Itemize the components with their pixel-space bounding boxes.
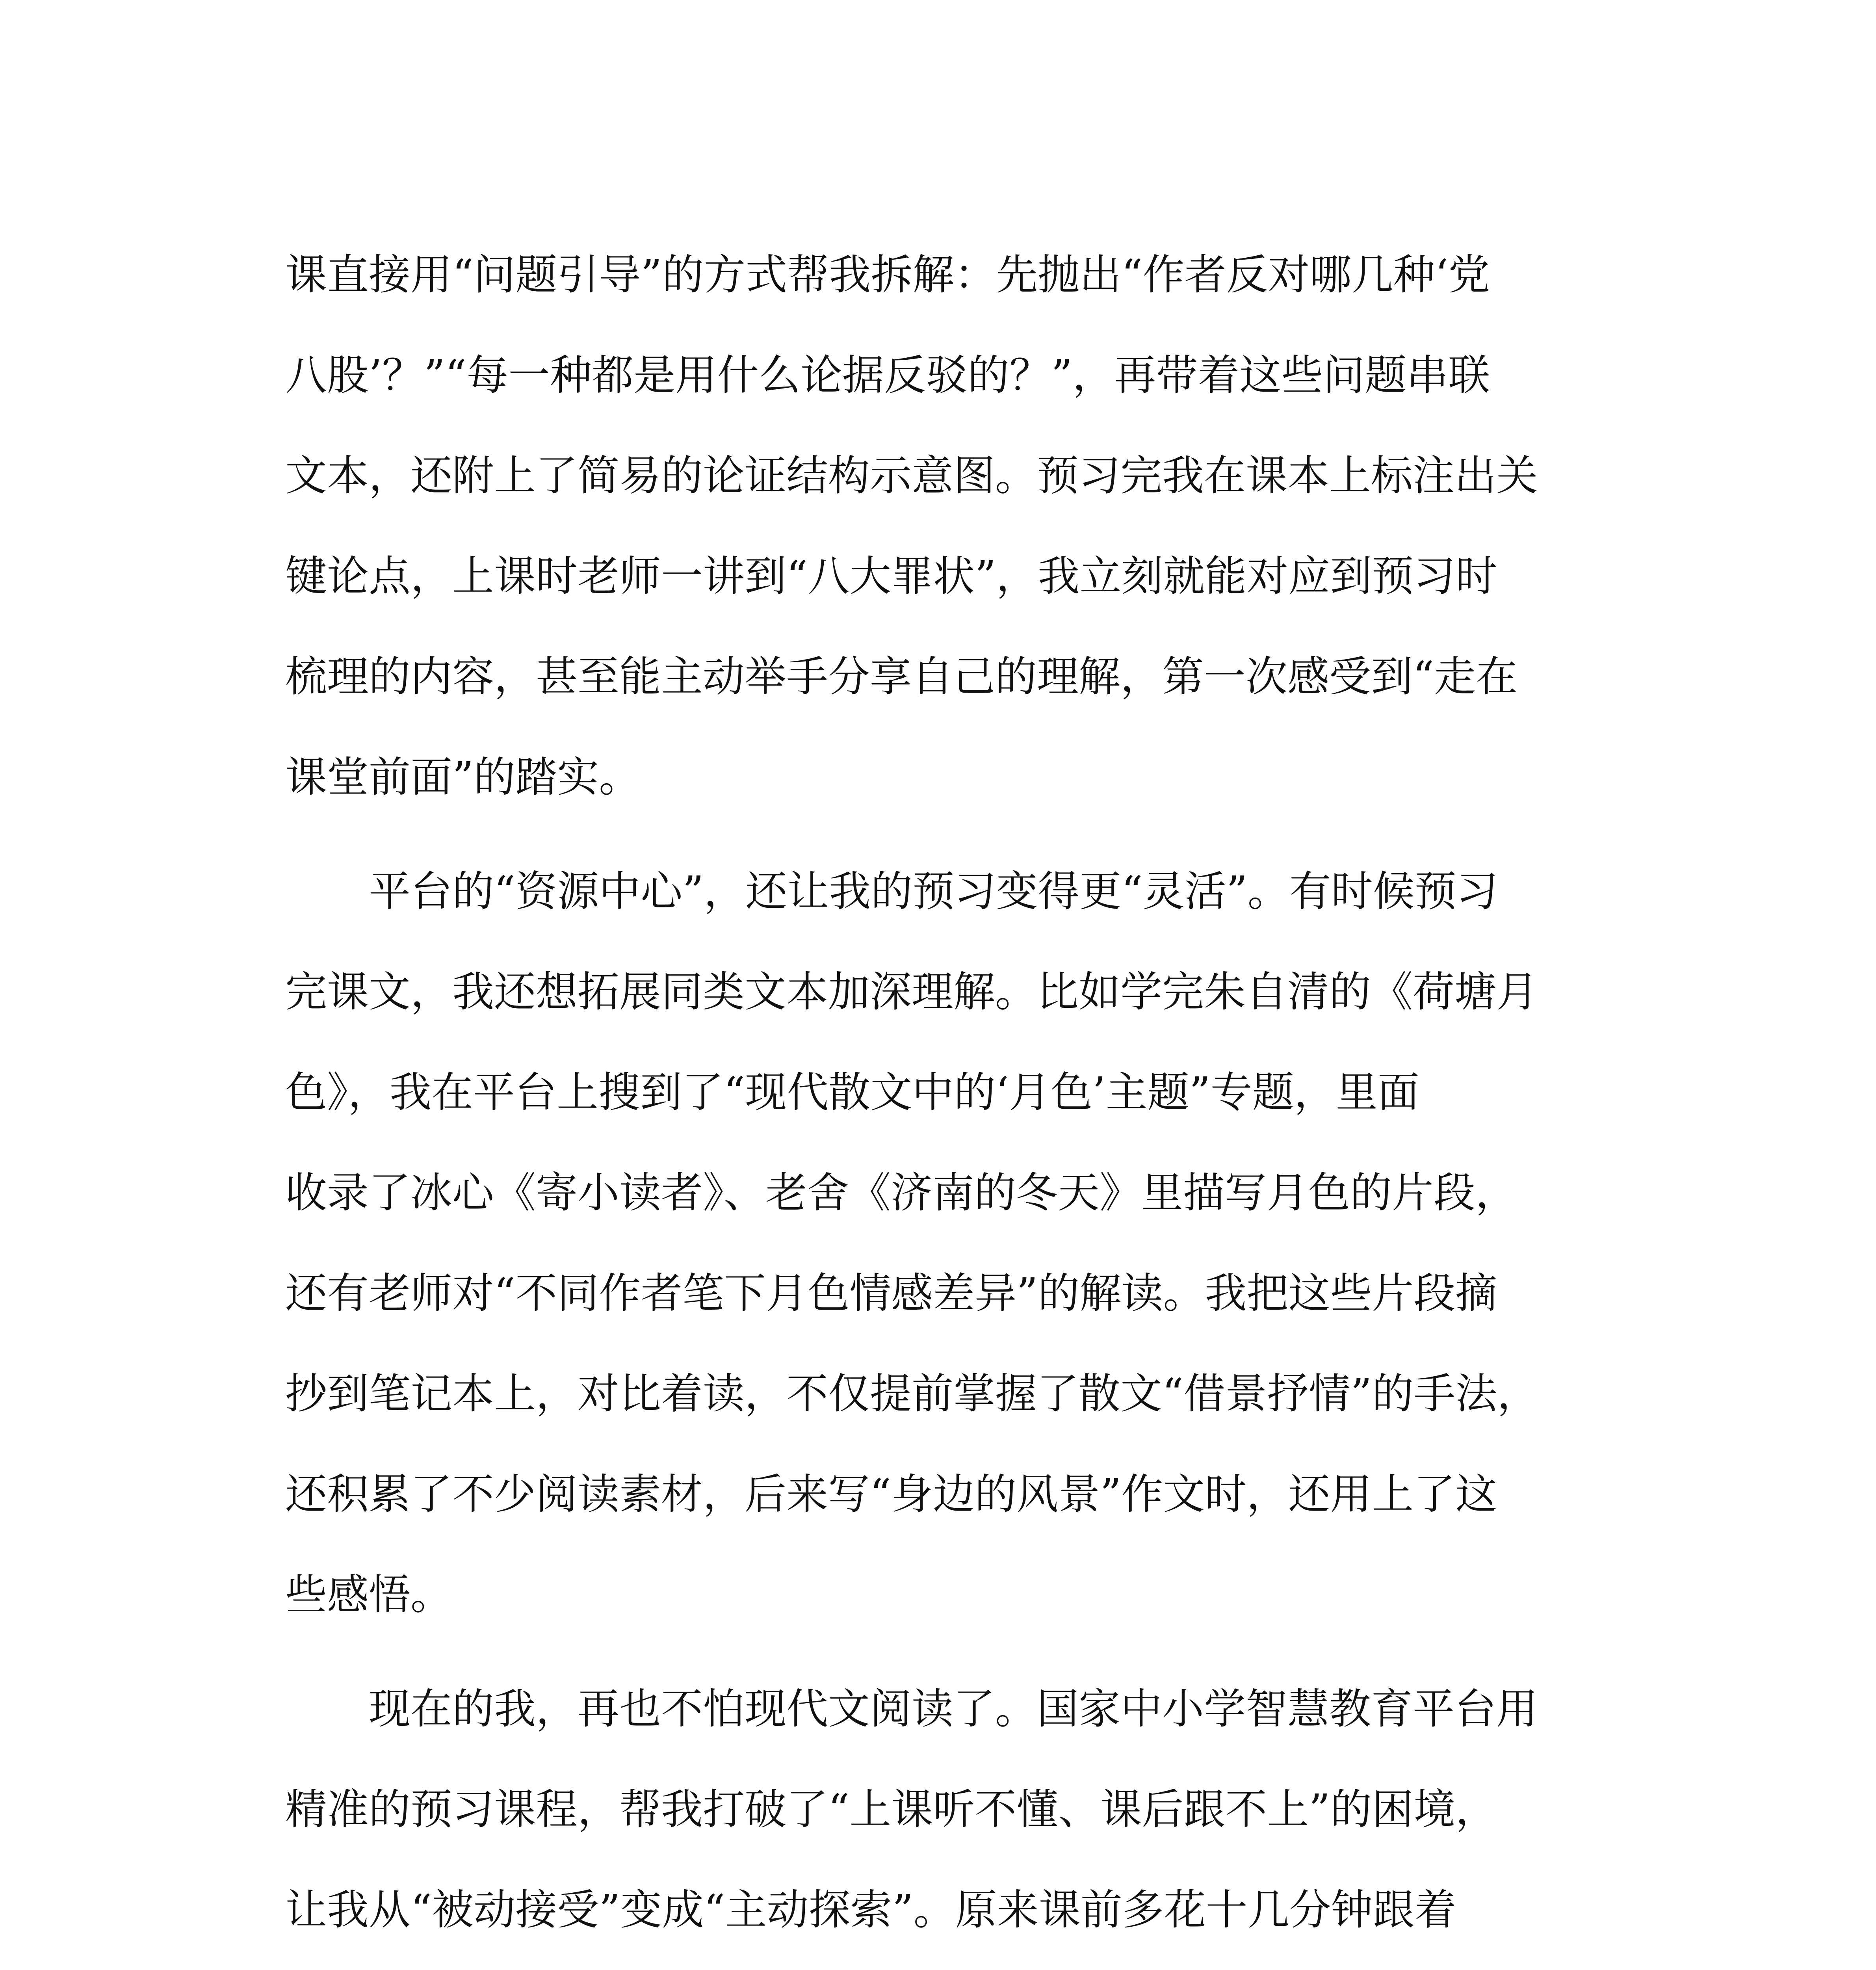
body-text [285, 225, 1599, 1970]
text-line: 还积累了不少阅读素材，后来写“身边的风景”作文时，还用上了这 [285, 1470, 1497, 1518]
text-line: 平台的“资源中心”，还让我的预习变得更“灵活”。有时候预习 [285, 867, 1498, 916]
text-line: 键论点，上课时老师一讲到“八大罪状”，我立刻就能对应到预习时 [285, 552, 1497, 600]
paragraph-spacer [285, 827, 1599, 841]
text-line: 让我从“被动接受”变成“主动探索”。原来课前多花十几分钟跟着 [285, 1886, 1456, 1934]
text-line: 色》，我在平台上搜到了“现代散文中的‘月色’主题”专题，里面 [285, 1068, 1419, 1117]
text-line: 抄到笔记本上，对比着读，不仅提前掌握了散文“借景抒情”的手法， [285, 1370, 1539, 1418]
text-line: 文本，还附上了简易的论证结构示意图。预习完我在课本上标注出关 [285, 452, 1538, 500]
text-line: 还有老师对“不同作者笔下月色情感差异”的解读。我把这些片段摘 [285, 1269, 1497, 1318]
paragraph-2 [285, 841, 1599, 1645]
paragraph-3 [285, 1659, 1599, 1970]
text-line: 些感悟。 [285, 1570, 452, 1619]
paragraph-spacer [285, 1645, 1599, 1659]
text-line: 完课文，我还想拓展同类文本加深理解。比如学完朱自清的《荷塘月 [285, 968, 1538, 1016]
text-line: 收录了冰心《寄小读者》、老舍《济南的冬天》里描写月色的片段， [285, 1169, 1517, 1217]
text-line: 课直接用“问题引导”的方式帮我拆解：先抛出“作者反对哪几种‘党 [285, 251, 1490, 299]
text-line [285, 1960, 1599, 1970]
text-line: 课堂前面”的踏实。 [285, 753, 641, 801]
text-line: 梳理的内容，甚至能主动举手分享自己的理解，第一次感受到“走在 [285, 652, 1518, 701]
text-line: 八股’？”“每一种都是用什么论据反驳的？”，再带着这些问题串联 [285, 351, 1490, 400]
text-line: 精准的预习课程，帮我打破了“上课听不懂、课后跟不上”的困境， [285, 1785, 1497, 1834]
text-line: 现在的我，再也不怕现代文阅读了。国家中小学智慧教育平台用 [285, 1685, 1538, 1733]
paragraph-1 [285, 225, 1599, 827]
